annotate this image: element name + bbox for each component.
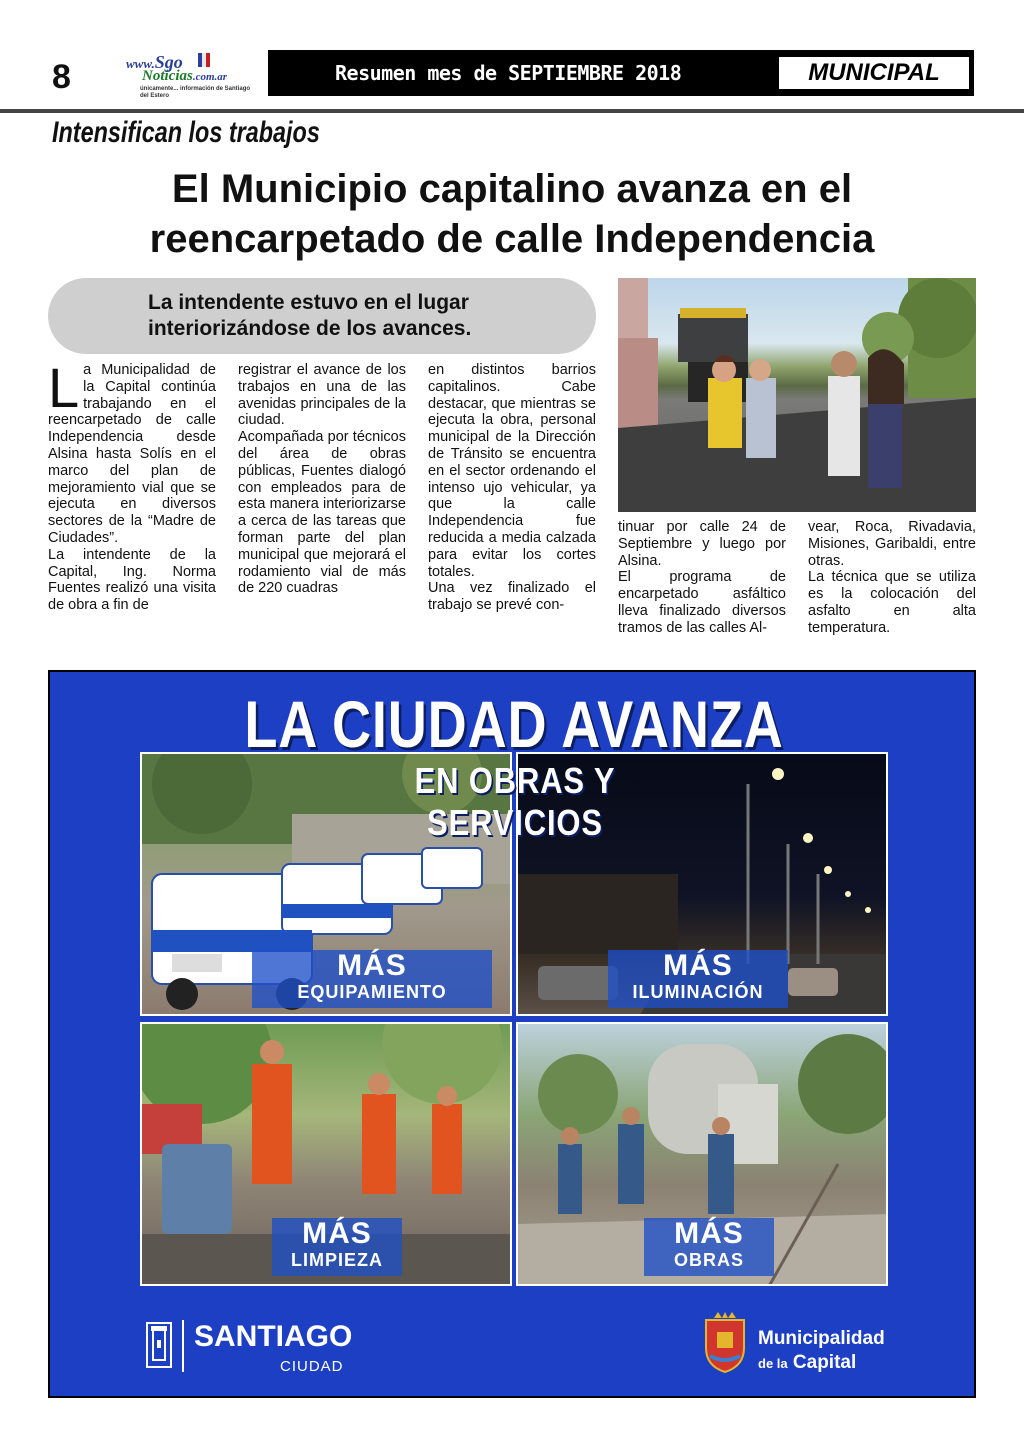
- city-advertisement: [48, 670, 976, 1398]
- brand-name: SANTIAGO: [194, 1320, 353, 1353]
- article-subhead: La intendente estuvo en el lugar interiorizándose de los avances.: [148, 291, 472, 340]
- article-column-4: [618, 519, 786, 637]
- paragraph: en distintos barrios capitalinos. Cabe destacar, que mientras se ejecuta la obra, personal municipal de la Dirección de Tránsito se encuentra en el sector ordenando el intenso ujo vehicular, ya que la calle Independencia fue reducida a media calzada para evitar los cortes totales.: [428, 362, 596, 580]
- logo-line1: www.Sgo: [126, 52, 183, 72]
- paragraph: La técnica que se utiliza es la colocación del asfalto en alta temperatura.: [808, 569, 976, 636]
- panel-caption: MÁS EQUIPAMIENTO: [252, 950, 492, 1008]
- ad-title: LA CIUDAD AVANZA: [244, 687, 784, 761]
- subhead-box: [48, 278, 596, 354]
- issue-bar: [268, 50, 974, 96]
- article-photo: [618, 278, 976, 512]
- panel-obras: [516, 1022, 888, 1286]
- paragraph: a Municipalidad de la Capital continúa trabajando en el reencarpetado de calle Independencia desde Alsina hasta Solís en el marco del plan de mejoramiento vial que se ejecuta en diversos sectores de la “Madre de Ciudades”.: [48, 362, 216, 546]
- section-label: MUNICIPAL: [779, 57, 969, 89]
- article-column-1: [48, 356, 216, 614]
- panel-caption: MÁS ILUMINACIÓN: [608, 950, 788, 1008]
- logo-line2: Noticias.com.ar: [142, 68, 228, 84]
- logo-divider: [182, 1320, 184, 1372]
- brand-sub: CIUDAD: [280, 1358, 344, 1375]
- ad-subtitle: EN OBRAS Y SERVICIOS: [414, 760, 616, 843]
- municipality-line1: Municipalidad: [758, 1328, 885, 1349]
- paragraph: El programa de encarpetado asfáltico lleva finalizado diversos tramos de las calles Al-: [618, 569, 786, 636]
- article-kicker: Intensifican los trabajos: [52, 116, 320, 149]
- panel-caption: MÁS LIMPIEZA: [272, 1218, 402, 1276]
- paragraph: vear, Roca, Rivadavia, Misiones, Garibaldi, entre otras.: [808, 519, 976, 569]
- panel-caption: MÁS OBRAS: [644, 1218, 774, 1276]
- logo-tagline: únicamente... información de Santiago del Estero: [140, 86, 251, 99]
- paragraph: registrar el avance de los trabajos en una de las avenidas principales de la ciudad.: [238, 362, 406, 429]
- paragraph: tinuar por calle 24 de Septiembre y luego por Alsina.: [618, 519, 786, 569]
- article-column-3: [428, 362, 596, 614]
- sgo-noticias-logo[interactable]: [122, 50, 270, 100]
- municipality-line2: de la Capital: [758, 1352, 857, 1373]
- issue-label: Resumen mes de SEPTIEMBRE 2018: [335, 61, 682, 85]
- article-column-5: [808, 519, 976, 637]
- drop-cap: L: [48, 356, 80, 419]
- paragraph: Una vez finalizado el trabajo se prevé con-: [428, 580, 596, 614]
- panel-limpieza: [140, 1022, 512, 1286]
- municipalidad-logo: [700, 1302, 950, 1382]
- article-column-2: [238, 362, 406, 597]
- header-rule: [0, 109, 1024, 113]
- page-number: 8: [52, 58, 71, 96]
- coat-of-arms-icon: [700, 1310, 750, 1374]
- tower-icon: [146, 1322, 172, 1368]
- flag-icon: [198, 53, 210, 67]
- article-headline: El Municipio capitalino avanza en el reencarpetado de calle Independencia: [149, 167, 875, 261]
- paragraph: La intendente de la Capital, Ing. Norma Fuentes realizó una visita de obra a fin de: [48, 546, 216, 614]
- paragraph: Acompañada por técnicos del área de obras públicas, Fuentes dialogó con empleados para de esta manera interiorizarse a cerca de las tareas que forman parte del plan municipal que mejorará el rodamiento vial de más de 220 cuadras: [238, 429, 406, 597]
